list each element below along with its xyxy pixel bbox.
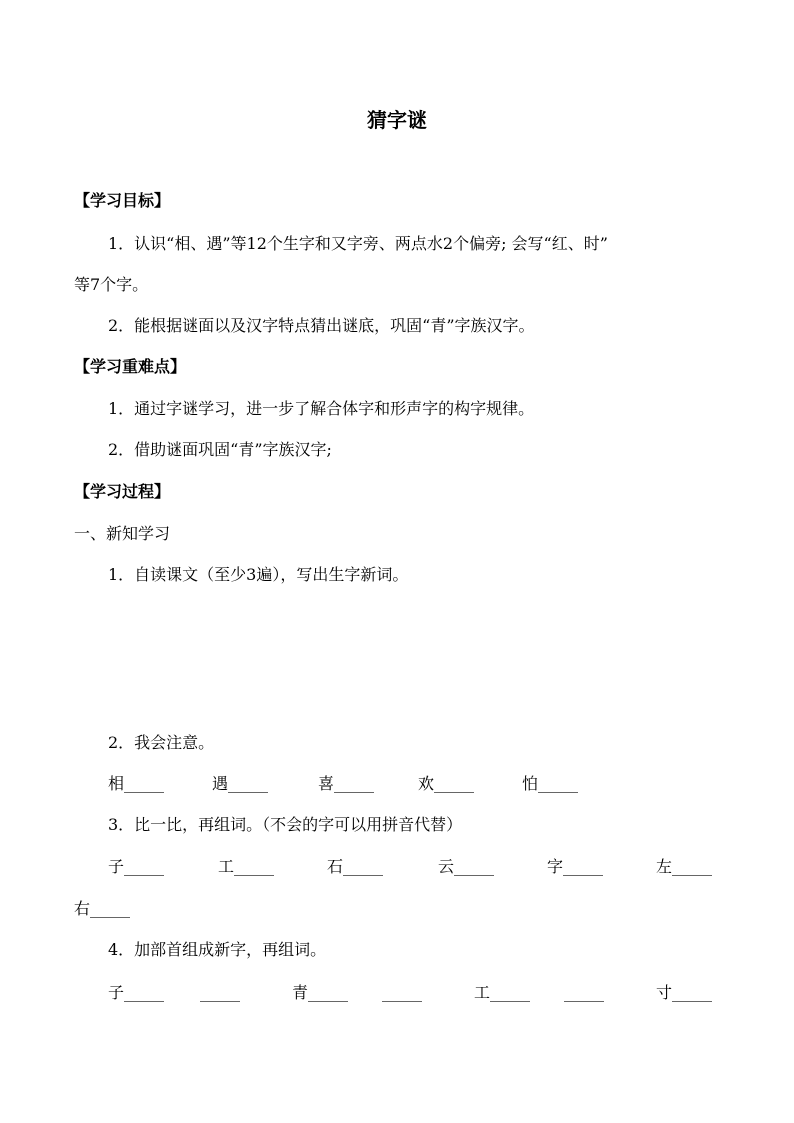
process-part-1: 一、新知学习 [74, 524, 171, 543]
blank-item[interactable]: _____ [382, 983, 422, 1002]
process-heading: 【学习过程】 [74, 482, 171, 501]
question-3: 3．比一比，再组词。（不会的字可以用拼音代替） [108, 815, 463, 834]
question-2: 2．我会注意。 [108, 733, 215, 752]
blank-item[interactable]: 子_____ [108, 983, 165, 1002]
blank-item[interactable]: 工_____ [474, 983, 531, 1002]
blank-item[interactable]: 石_____ [327, 857, 384, 876]
question-1: 1．自读课文（至少3遍），写出生字新词。 [108, 565, 409, 584]
blank-item[interactable]: 寸_____ [656, 983, 713, 1002]
blank-item[interactable]: 左_____ [656, 857, 713, 876]
goals-heading: 【学习目标】 [74, 191, 171, 210]
key-points-heading: 【学习重难点】 [74, 357, 187, 376]
blank-item[interactable]: 子_____ [108, 857, 165, 876]
blank-item[interactable]: 喜_____ [318, 774, 375, 793]
blank-item[interactable]: 工_____ [218, 857, 275, 876]
blank-item[interactable]: 怕_____ [522, 774, 579, 793]
blank-item[interactable]: 遇_____ [212, 774, 269, 793]
blank-item[interactable]: 字_____ [547, 857, 604, 876]
blank-item[interactable]: 青_____ [292, 983, 349, 1002]
blank-item[interactable]: _____ [564, 983, 604, 1002]
goals-item-1-line-2: 等7个字。 [74, 275, 149, 294]
key-points-item-2: 2．借助谜面巩固“青”字族汉字; [108, 440, 332, 459]
blank-item[interactable]: _____ [200, 983, 240, 1002]
question-4: 4．加部首组成新字，再组词。 [108, 940, 327, 959]
blank-item[interactable]: 云_____ [438, 857, 495, 876]
goals-item-2: 2．能根据谜面以及汉字特点猜出谜底，巩固“青”字族汉字。 [108, 316, 535, 335]
blank-item[interactable]: 右_____ [74, 899, 131, 918]
blank-item[interactable]: 相_____ [108, 774, 165, 793]
blank-item[interactable]: 欢_____ [418, 774, 475, 793]
goals-item-1-line-1: 1．认识“相、遇”等12个生字和又字旁、两点水2个偏旁; 会写“红、时” [108, 234, 608, 253]
document-title: 猜字谜 [367, 108, 427, 132]
key-points-item-1: 1．通过字谜学习，进一步了解合体字和形声字的构字规律。 [108, 399, 535, 418]
